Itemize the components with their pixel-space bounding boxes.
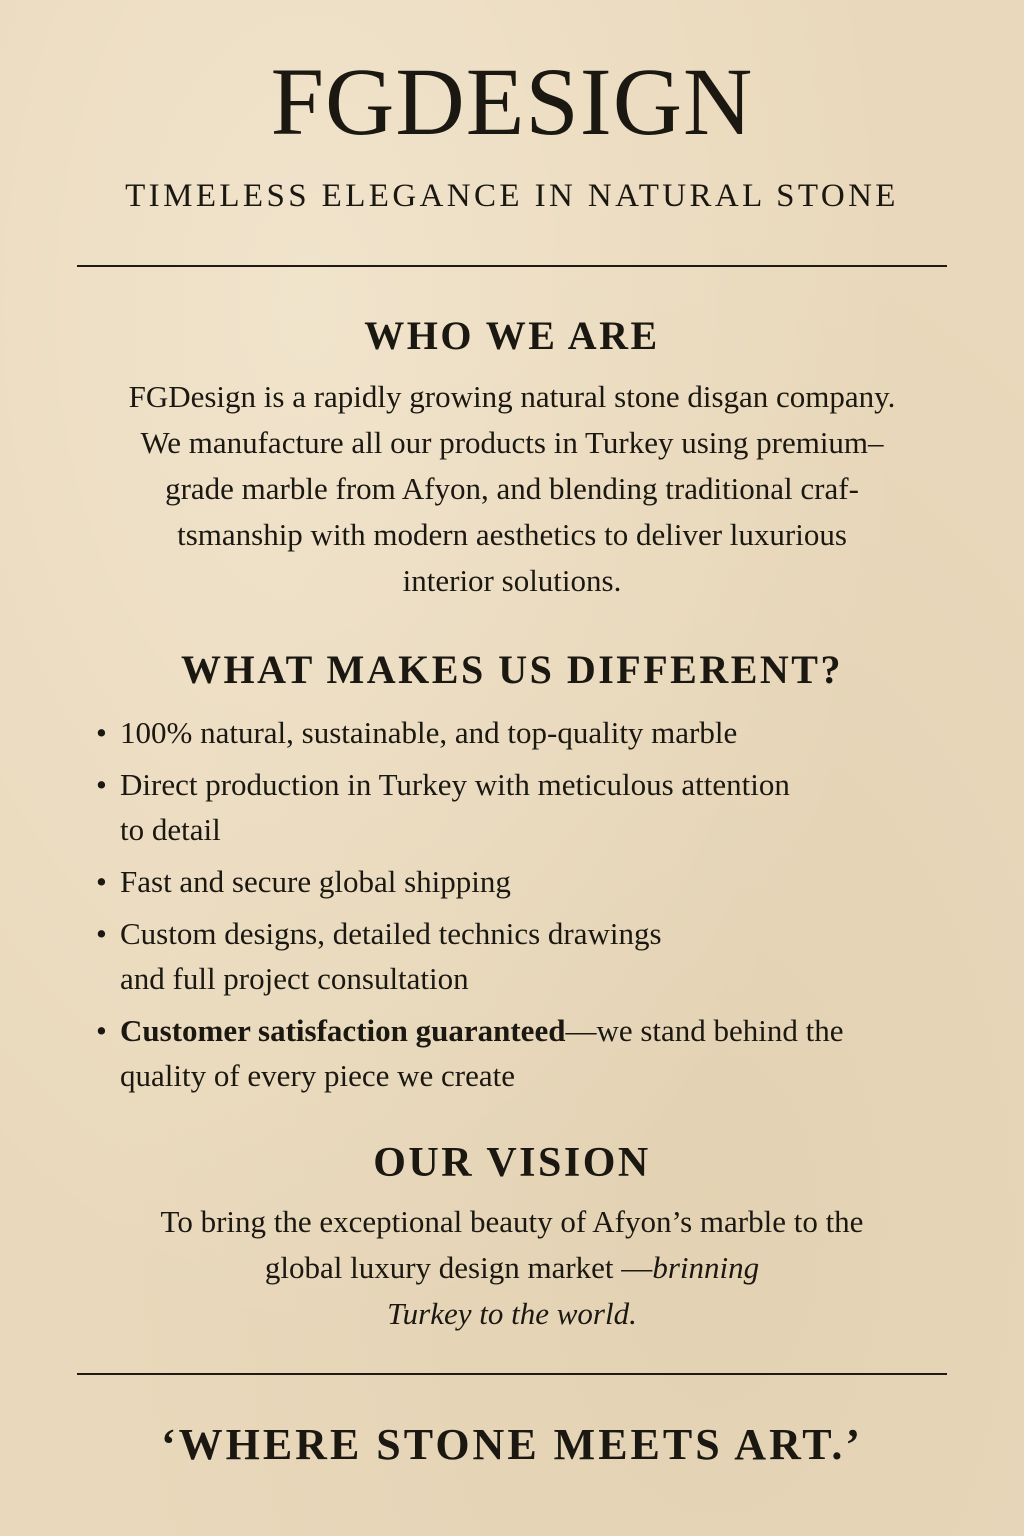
list-item — [94, 911, 954, 1001]
vision-line-italic: Turkey to the world. — [387, 1296, 637, 1331]
bullet-icon: • — [96, 916, 107, 951]
vision-line — [0, 1245, 1024, 1291]
list-item-text: Fast and secure global shipping — [120, 864, 511, 899]
list-item-text: and full project consultation — [120, 961, 469, 996]
who-we-are-line: grade marble from Afyon, and blending traditional craf- — [165, 471, 859, 506]
who-we-are-line: tsmanship with modern aesthetics to deliver luxurious — [177, 517, 847, 552]
vision-line-italic: brinning — [652, 1250, 760, 1285]
vision-heading: OUR VISION — [373, 1140, 651, 1186]
list-item-text: Direct production in Turkey with meticulous attention — [120, 767, 790, 802]
list-item-text: 100% natural, sustainable, and top-quality marble — [120, 715, 738, 750]
list-item-text — [120, 1008, 954, 1053]
bullet-icon: • — [96, 715, 107, 750]
motto: ‘WHERE STONE MEETS ART.’ — [160, 1420, 864, 1469]
brand-tagline: TIMELESS ELEGANCE IN NATURAL STONE — [125, 178, 899, 214]
list-item-text: to detail — [120, 812, 221, 847]
bullet-icon: • — [96, 1013, 107, 1048]
list-item-text: Custom designs, detailed technics drawings — [120, 916, 662, 951]
who-we-are-heading: WHO WE ARE — [364, 313, 660, 358]
vision-line: To bring the exceptional beauty of Afyon’s marble to the — [160, 1204, 864, 1239]
vision-line-plain: global luxury design market — — [264, 1250, 653, 1285]
bullet-icon: • — [96, 767, 107, 802]
list-item — [94, 1008, 954, 1098]
list-item-text-rest: —we stand behind the — [565, 1013, 844, 1048]
who-we-are-line: We manufacture all our products in Turkey using premium– — [140, 425, 884, 460]
bullet-icon: • — [96, 864, 107, 899]
list-item — [94, 710, 954, 755]
brand-title: FGDESIGN — [270, 48, 754, 155]
top-divider — [77, 265, 947, 267]
bottom-divider — [77, 1373, 947, 1375]
list-item-text: quality of every piece we create — [120, 1058, 516, 1093]
list-item-bold-text: Customer satisfaction guaranteed — [120, 1013, 566, 1048]
list-item — [94, 859, 954, 904]
list-item — [94, 762, 954, 852]
vision-text — [0, 1199, 1024, 1337]
differences-heading: WHAT MAKES US DIFFERENT? — [181, 647, 843, 692]
who-we-are-line: FGDesign is a rapidly growing natural stone disgan company. — [128, 379, 896, 414]
who-we-are-text — [0, 374, 1024, 604]
differences-list — [94, 710, 954, 1105]
who-we-are-line: interior solutions. — [402, 563, 622, 598]
